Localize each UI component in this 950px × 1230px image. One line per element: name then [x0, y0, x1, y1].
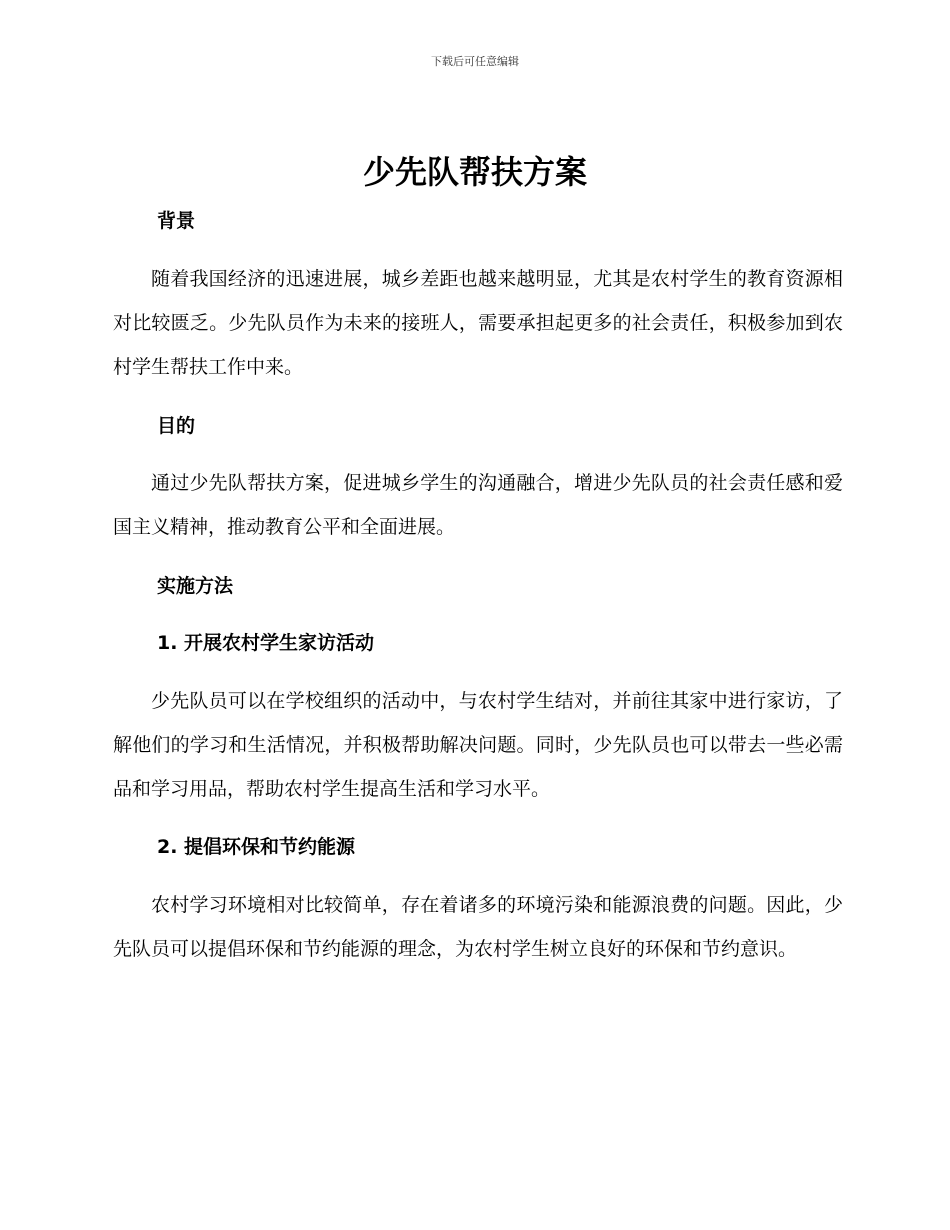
section-heading-methods: 实施方法	[157, 575, 234, 597]
section-text-purpose: 通过少先队帮扶方案，促进城乡学生的沟通融合，增进少先队员的社会责任感和爱国主义精神，推动教育公平和全面进展。	[113, 472, 843, 538]
section-heading-background: 背景	[157, 210, 196, 232]
subsection-heading-home-visits: 1. 开展农村学生家访活动	[157, 632, 375, 654]
page-header-note: 下载后可任意编辑	[431, 55, 519, 68]
section-heading-purpose: 目的	[157, 415, 196, 437]
subsection-heading-environment: 2. 提倡环保和节约能源	[157, 836, 356, 858]
subsection-text-home-visits: 少先队员可以在学校组织的活动中，与农村学生结对，并前往其家中进行家访，了解他们的学习和生活情况，并积极帮助解决问题。同时，少先队员也可以带去一些必需品和学习用品，帮助农村学生提高生活和学习水平。	[113, 690, 843, 800]
document-title: 少先队帮扶方案	[362, 153, 587, 191]
section-text-background: 随着我国经济的迅速进展，城乡差距也越来越明显，尤其是农村学生的教育资源相对比较匮乏。少先队员作为未来的接班人，需要承担起更多的社会责任，积极参加到农村学生帮扶工作中来。	[113, 268, 843, 378]
subsection-text-environment: 农村学习环境相对比较简单，存在着诸多的环境污染和能源浪费的问题。因此，少先队员可以提倡环保和节约能源的理念，为农村学生树立良好的环保和节约意识。	[113, 894, 843, 960]
